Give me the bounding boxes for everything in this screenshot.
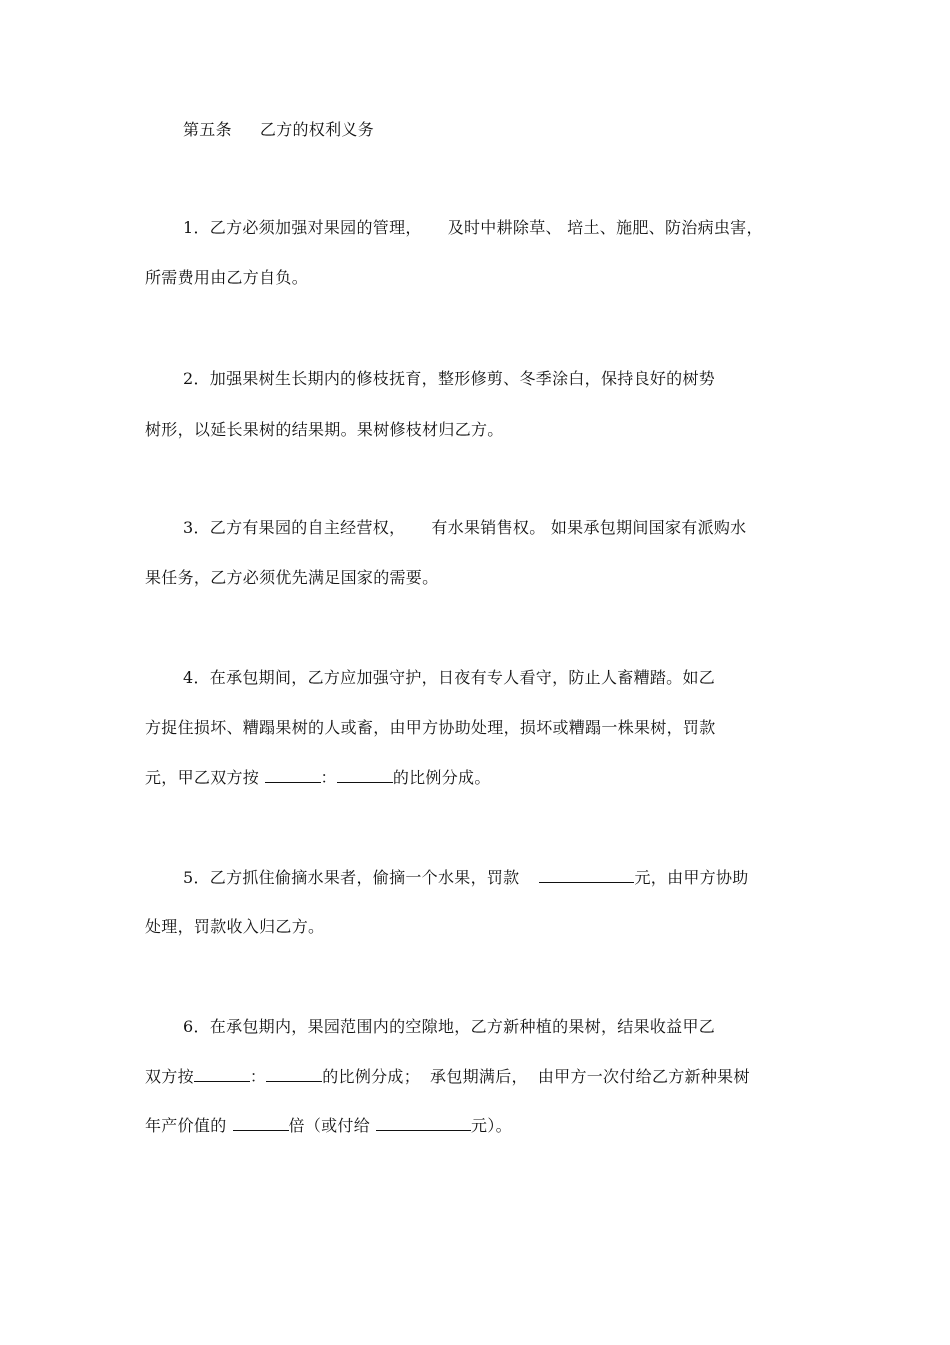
fine-amount-blank[interactable] bbox=[539, 868, 634, 883]
multiple-blank[interactable] bbox=[233, 1116, 289, 1131]
payment-amount-blank[interactable] bbox=[376, 1116, 471, 1131]
ratio-blank-c[interactable] bbox=[194, 1067, 250, 1082]
clause-6-line-3: 年产价值的 倍（或付给 元）。 bbox=[145, 1116, 512, 1135]
clause-4-line-2: 方捉住损坏、糟蹋果树的人或畜，由甲方协助处理，损坏或糟蹋一株果树，罚款 bbox=[145, 718, 716, 737]
article-title: 乙方的权利义务 bbox=[259, 120, 375, 139]
article-number: 第五条 bbox=[183, 120, 232, 139]
clause-6-line-1: 6．在承包期内，果园范围内的空隙地，乙方新种植的果树，结果收益甲乙 bbox=[183, 1017, 716, 1036]
ratio-blank-a[interactable] bbox=[265, 768, 321, 783]
ratio-blank-b[interactable] bbox=[337, 768, 393, 783]
clause-3-line-1: 3．乙方有果园的自主经营权， 有水果销售权。 如果承包期间国家有派购水 bbox=[183, 518, 747, 537]
clause-3-line-2: 果任务，乙方必须优先满足国家的需要。 bbox=[145, 568, 439, 587]
clause-5-line-2: 处理，罚款收入归乙方。 bbox=[145, 917, 325, 936]
clause-4-line-3: 元，甲乙双方按 ： 的比例分成。 bbox=[145, 768, 491, 787]
clause-5-line-1: 5．乙方抓住偷摘水果者，偷摘一个水果，罚款 元，由甲方协助 bbox=[183, 868, 749, 887]
ratio-blank-d[interactable] bbox=[266, 1067, 322, 1082]
clause-1-line-1: 1．乙方必须加强对果园的管理， 及时中耕除草、 培土、施肥、防治病虫害， bbox=[183, 218, 763, 237]
clause-4-line-1: 4．在承包期间，乙方应加强守护，日夜有专人看守，防止人畜糟踏。如乙 bbox=[183, 668, 716, 687]
clause-6-line-2: 双方按 ： 的比例分成； 承包期满后， 由甲方一次付给乙方新种果树 bbox=[145, 1067, 750, 1086]
clause-1-line-2: 所需费用由乙方自负。 bbox=[145, 268, 309, 287]
article-heading bbox=[183, 120, 374, 140]
clause-2-line-2: 树形，以延长果树的结果期。果树修枝材归乙方。 bbox=[145, 420, 504, 439]
clause-2-line-1: 2．加强果树生长期内的修枝抚育，整形修剪、冬季涂白，保持良好的树势 bbox=[183, 369, 716, 388]
